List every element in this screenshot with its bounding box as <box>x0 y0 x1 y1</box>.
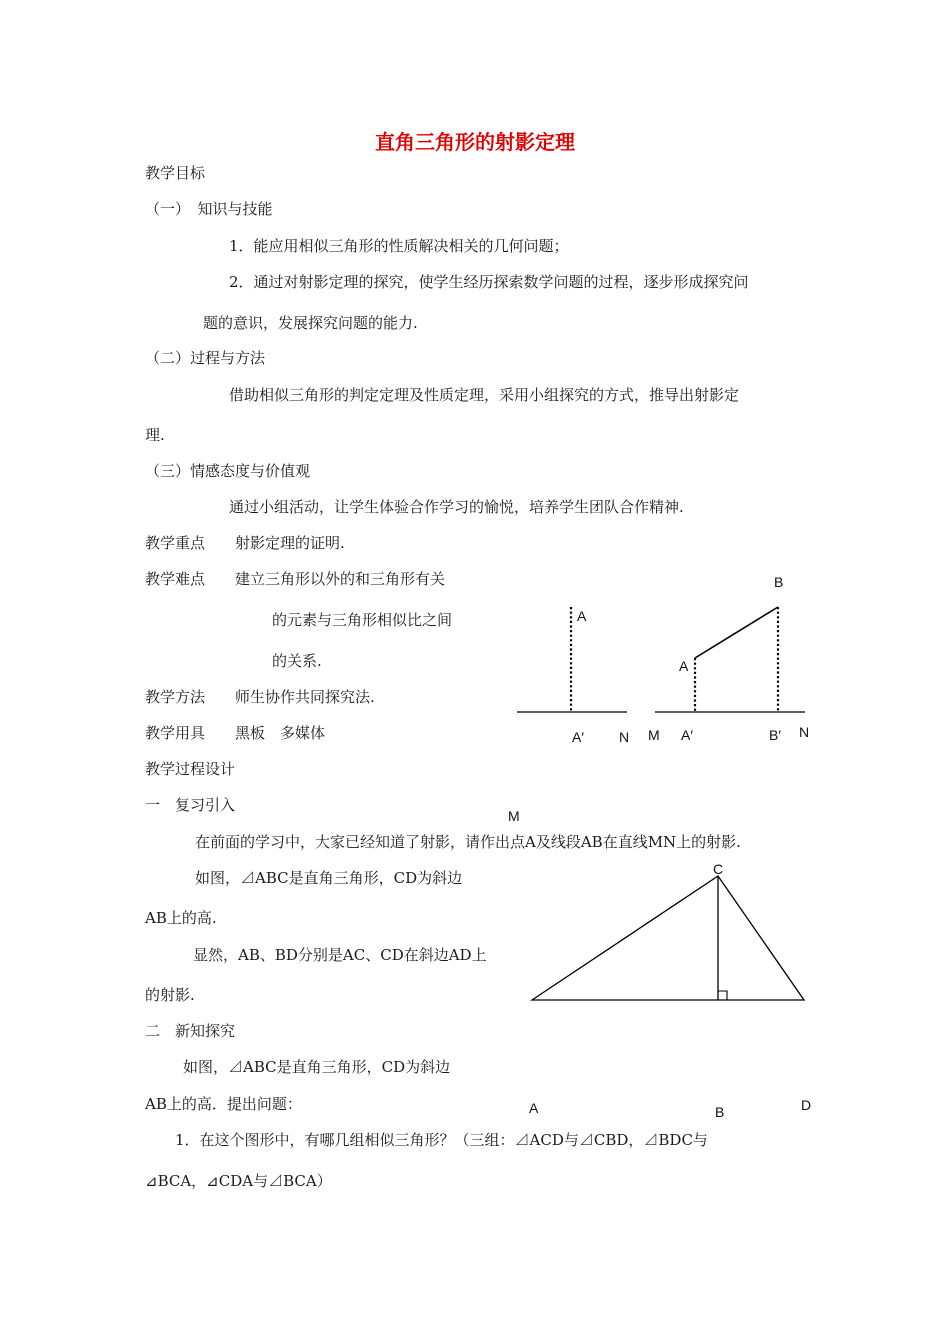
right-angle-mark <box>718 991 727 1000</box>
fig3-label-c: C <box>713 861 724 877</box>
figure-point-projection <box>517 607 627 712</box>
review-d: 显然，AB、BD分别是AC、CD在斜边AD上 <box>193 946 487 964</box>
review-a: 在前面的学习中，大家已经知道了射影，请作出点A及线段AB在直线MN上的射影. <box>195 833 741 851</box>
question-1a: 1．在这个图形中，有哪几组相似三角形？（三组：⊿ACD与⊿CBD，⊿BDC与 <box>175 1131 708 1149</box>
section-goals: 教学目标 <box>145 164 206 182</box>
fig1-label-a-prime: A′ <box>572 729 584 745</box>
new-a: 如图，⊿ABC是直角三角形，CD为斜边 <box>183 1058 451 1076</box>
fig2-label-n: N <box>799 724 810 740</box>
difficulty-a: 教学难点 建立三角形以外的和三角形有关 <box>145 570 446 588</box>
new-b: AB上的高．提出问题： <box>145 1095 302 1113</box>
goal-process-a: 借助相似三角形的判定定理及性质定理，采用小组探究的方式，推导出射影定 <box>229 386 740 404</box>
difficulty-b: 的元素与三角形相似比之间 <box>272 611 453 629</box>
process-heading: 教学过程设计 <box>145 760 236 778</box>
teaching-method: 教学方法 师生协作共同探究法. <box>145 688 375 706</box>
goal-emotion: （三）情感态度与价值观 <box>145 462 311 480</box>
goal-process: （二）过程与方法 <box>145 349 266 367</box>
fig3-label-a: A <box>529 1100 539 1116</box>
triangle-acd <box>532 876 804 1000</box>
review-b: 如图，⊿ABC是直角三角形，CD为斜边 <box>195 869 463 887</box>
fig2-label-b: B <box>774 574 784 590</box>
fig2-segment-ab <box>695 607 778 658</box>
review-c: AB上的高. <box>145 909 217 927</box>
teaching-tools: 教学用具 黑板 多媒体 <box>145 724 326 742</box>
figure-right-triangle <box>532 876 804 1000</box>
review-e: 的射影. <box>145 986 195 1004</box>
fig1-label-n: N <box>619 729 630 745</box>
fig3-label-b: B <box>715 1104 725 1120</box>
new-heading: 二 新知探究 <box>145 1022 236 1040</box>
page-title: 直角三角形的射影定理 <box>375 130 575 154</box>
goal-knowledge-item2a: 2．通过对射影定理的探究，使学生经历探索数学问题的过程，逐步形成探究问 <box>229 273 749 291</box>
fig3-label-m: M <box>508 808 520 824</box>
fig2-label-b-prime: B′ <box>769 727 781 743</box>
fig2-label-a-prime: A′ <box>681 727 693 743</box>
goal-knowledge: （一） 知识与技能 <box>145 200 273 218</box>
fig2-label-a: A <box>679 658 689 674</box>
figure-segment-projection <box>655 607 805 712</box>
goal-knowledge-item2b: 题的意识，发展探究问题的能力. <box>203 314 418 332</box>
fig1-label-m: M <box>648 727 660 743</box>
question-1b: ⊿BCA，⊿CDA与⊿BCA） <box>145 1172 332 1190</box>
difficulty-c: 的关系. <box>272 652 322 670</box>
goal-process-b: 理. <box>145 426 165 444</box>
fig1-label-a: A <box>577 608 587 624</box>
goal-emotion-a: 通过小组活动，让学生体验合作学习的愉悦，培养学生团队合作精神. <box>229 498 684 516</box>
fig3-label-d: D <box>801 1097 812 1113</box>
goal-knowledge-item1: 1．能应用相似三角形的性质解决相关的几何问题； <box>229 237 569 255</box>
key-point: 教学重点 射影定理的证明. <box>145 534 345 552</box>
review-heading: 一 复习引入 <box>145 796 236 814</box>
